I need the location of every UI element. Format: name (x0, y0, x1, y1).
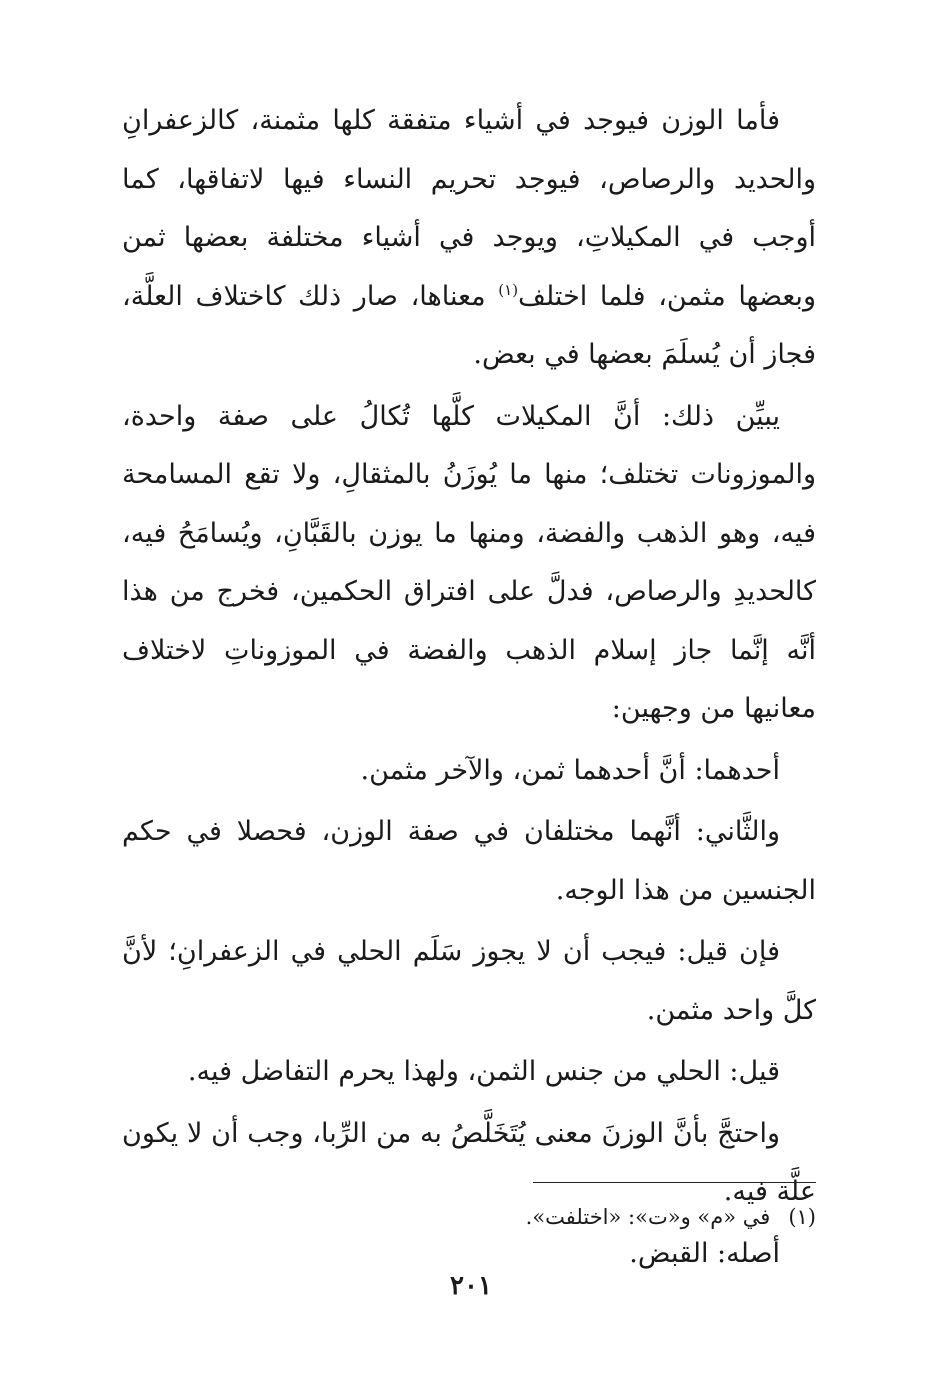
footnote-text: في «م» و«ت»: «اختلفت». (525, 1205, 771, 1229)
footnote-divider (533, 1182, 816, 1183)
page-number: ٢٠١ (450, 1271, 492, 1301)
main-text (122, 92, 816, 1286)
footnote-number: (١) (788, 1205, 816, 1229)
paragraph-7: واحتجَّ بأنَّ الوزنَ معنى يُتَخَلَّصُ به من الرِّبا، وجب أن لا يكون علَّة فيه. (122, 1117, 816, 1207)
footnote (122, 1202, 816, 1232)
footnote-marker: (١) (498, 280, 519, 299)
paragraph-1-text-end: معناها، صار ذلك كاختلاف العلَّة، فجاز أن يُسلَمَ بعضها في بعض. (122, 280, 816, 370)
paragraph-3: أحدهما: أنَّ أحدهما ثمن، والآخر مثمن. (360, 754, 780, 786)
paragraph-5: فإن قيل: فيجب أن لا يجوز سَلَم الحلي في الزعفرانِ؛ لأنَّ كلَّ واحد مثمن. (122, 936, 816, 1026)
paragraph-8: أصله: القبض. (629, 1237, 780, 1269)
paragraph-1-text: فأما الوزن فيوجد في أشياء متفقة كلها مثمنة، كالزعفرانِ والحديد والرصاص، فيوجد تحريم النساء فيها لاتفاقها، كما أوجب في المكيلاتِ، ويوجد في أشياء مختلفة بعضها ثمن وبعضها مثمن، فلما اختلف (122, 105, 816, 312)
paragraph-1 (122, 92, 816, 385)
paragraph-4: والثَّاني: أنَّهما مختلفان في صفة الوزن، فحصلا في حكم الجنسين من هذا الوجه. (122, 816, 816, 906)
paragraph-6: قيل: الحلي من جنس الثمن، ولهذا يحرم التفاضل فيه. (187, 1056, 780, 1087)
paragraph-2: يبيِّن ذلك: أنَّ المكيلات كلَّها تُكالُ على صفة واحدة، والموزونات تختلف؛ منها ما يُوزَنُ بالمثقالِ، ولا تقع المسامحة فيه، وهو الذهب والفضة، ومنها ما يوزن بالقَبَّانِ، ويُسامَحُ فيه، كالحديدِ والرصاص، فدلَّ على افتراق الحكمين، فخرج من هذا أنَّه إنَّما جاز إسلام الذهب والفضة في الموزوناتِ لاختلاف معانيها من وجهين: (122, 400, 816, 724)
